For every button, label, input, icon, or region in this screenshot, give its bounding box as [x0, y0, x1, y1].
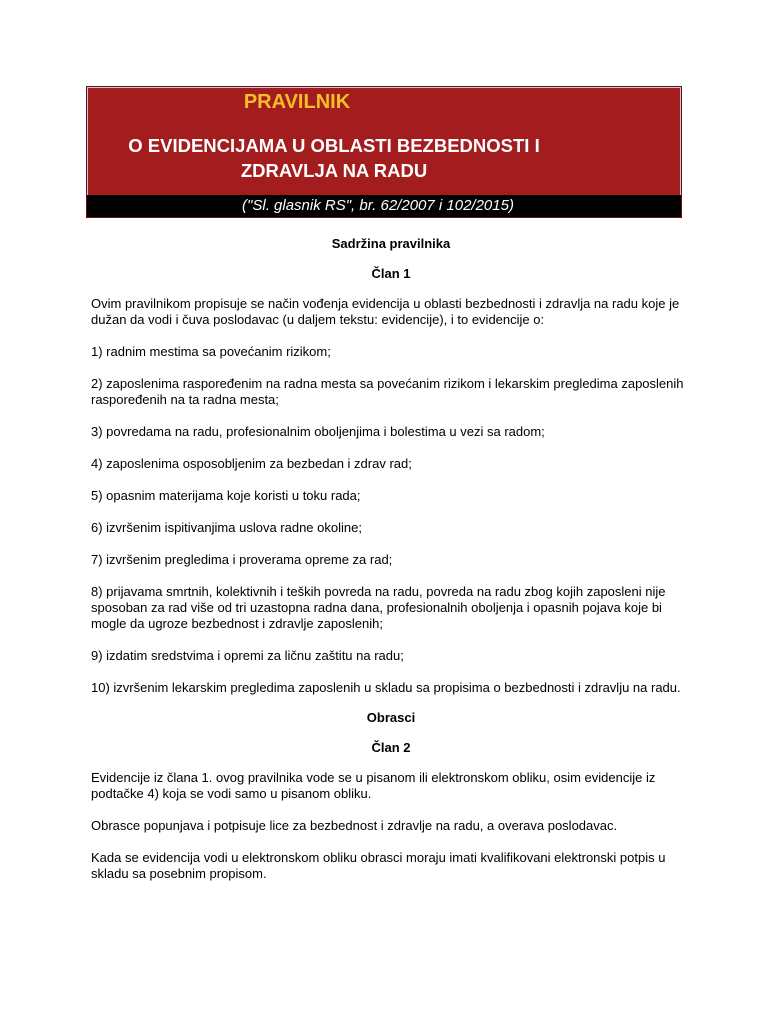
- paragraph: Obrasce popunjava i potpisuje lice za bezbednost i zdravlje na radu, a overava poslodavac.: [91, 818, 618, 833]
- list-item: 7) izvršenim pregledima i proverama opreme za rad;: [91, 552, 393, 567]
- document-body: [91, 226, 691, 882]
- list-item: 1) radnim mestima sa povećanim rizikom;: [91, 344, 331, 359]
- list-item: 2) zaposlenima raspoređenim na radna mesta sa povećanim rizikom i lekarskim pregledima zaposlenih raspoređenih na ta radna mesta;: [91, 376, 684, 407]
- article-heading: Član 1: [371, 266, 411, 281]
- paragraph: Ovim pravilnikom propisuje se način vođenja evidencija u oblasti bezbednosti i zdravlja na radu koje je dužan da vodi i čuva poslodavac (u daljem tekstu: evidencije), i to evidencije o:: [91, 296, 680, 327]
- list-item: 4) zaposlenima osposobljenim za bezbedan i zdrav rad;: [91, 456, 412, 471]
- list-item: 3) povredama na radu, profesionalnim oboljenjima i bolestima u vezi sa radom;: [91, 424, 545, 439]
- document-title: O EVIDENCIJAMA U OBLASTI BEZBEDNOSTI I ZDRAVLJA NA RADU: [128, 135, 540, 181]
- paragraph: Kada se evidencija vodi u elektronskom obliku obrasci moraju imati kvalifikovani elektronski potpis u skladu sa posebnim propisom.: [91, 850, 666, 881]
- list-item: 5) opasnim materijama koje koristi u toku rada;: [91, 488, 361, 503]
- list-item: 10) izvršenim lekarskim pregledima zaposlenih u skladu sa propisima o bezbednosti i zdravlju na radu.: [91, 680, 681, 695]
- list-item: 6) izvršenim ispitivanjima uslova radne okoline;: [91, 520, 362, 535]
- article-heading: Član 2: [371, 740, 411, 755]
- document-type: PRAVILNIK: [243, 91, 351, 113]
- paragraph: Evidencije iz člana 1. ovog pravilnika vode se u pisanom ili elektronskom obliku, osim evidencije iz podtačke 4) koja se vodi samo u pisanom obliku.: [91, 770, 656, 801]
- list-item: 8) prijavama smrtnih, kolektivnih i teških povreda na radu, povreda na radu zbog kojih zaposleni nije sposoban za rad više od tri uzastopna radna dana, profesionalnih oboljenja i opasnih pojava koje bi mogle da ugroze bezbednost i zdravlje zaposlenih;: [91, 584, 666, 631]
- list-item: 9) izdatim sredstvima i opremi za ličnu zaštitu na radu;: [91, 648, 404, 663]
- document-header: [86, 86, 682, 218]
- section-heading: Obrasci: [366, 710, 416, 725]
- section-heading: Sadržina pravilnika: [331, 236, 451, 251]
- gazette-reference: ("Sl. glasnik RS", br. 62/2007 i 102/2015): [87, 195, 681, 217]
